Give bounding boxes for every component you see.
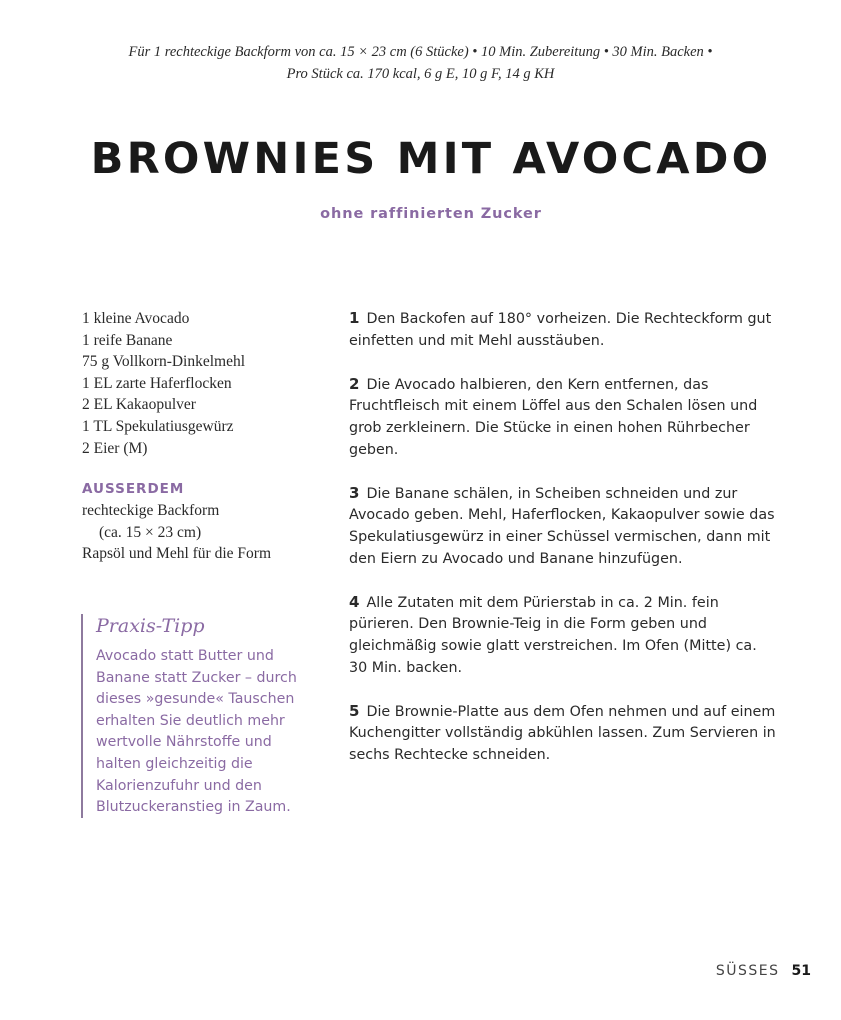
ingredients-list [82, 308, 322, 565]
recipe-meta-line2: Pro Stück ca. 170 kcal, 6 g E, 10 g F, 14 g KH [286, 66, 555, 82]
step-number: 3 [349, 483, 360, 502]
step-number: 5 [349, 701, 360, 720]
ingredient-item: 2 EL Kakaopulver [82, 396, 196, 414]
step-text: Die Banane schälen, in Scheiben schneiden und zur Avocado geben. Mehl, Haferflocken, Kakaopulver sowie das Spekulatiusgewürz in einer Schüssel vermischen, dann mit den Eiern zu Avocado und Banane hinzufügen. [349, 485, 775, 567]
step-text: Den Backofen auf 180° vorheizen. Die Rechteckform gut einfetten und mit Mehl ausstäuben. [349, 311, 772, 349]
step-number: 1 [349, 309, 360, 327]
ingredient-item: 1 kleine Avocado [82, 310, 190, 327]
step [349, 374, 779, 461]
step [349, 308, 779, 352]
tip-title: Praxis-Tipp [96, 615, 205, 637]
recipe-meta [0, 41, 841, 85]
extra-item: Rapsöl und Mehl für die Form [82, 545, 271, 563]
ingredient-item: 1 EL zarte Haferflocken [82, 374, 232, 392]
step-text: Alle Zutaten mit dem Pürierstab in ca. 2 Min. fein pürieren. Den Brownie-Teig in die Form geben und gleichmäßig sowie glatt verstreichen. Im Ofen (Mitte) ca. 30 Min. backen. [349, 594, 757, 676]
recipe-subtitle: ohne raffinierten Zucker [320, 206, 542, 222]
extra-item: (ca. 15 × 23 cm) [99, 523, 202, 541]
ingredient-item: 1 TL Spekulatiusgewürz [82, 417, 234, 435]
step-number: 4 [349, 592, 360, 611]
section-label: SÜSSES [715, 963, 780, 979]
step-text: Die Brownie-Platte aus dem Ofen nehmen und auf einem Kuchengitter vollständig abkühlen lassen. Zum Servieren in sechs Rechtecke schneiden. [349, 703, 776, 763]
praxis-tip-box [81, 614, 311, 818]
step [349, 701, 779, 767]
page-footer [716, 963, 811, 979]
step [349, 592, 779, 679]
recipe-title: BROWNIES MIT AVOCADO [90, 134, 772, 184]
step-text: Die Avocado halbieren, den Kern entfernen, das Fruchtfleisch mit einem Löffel aus den Schalen lösen und grob zerkleinern. Die Stücke in einen hohen Rührbecher geben. [349, 376, 758, 458]
recipe-meta-line1: Für 1 rechteckige Backform von ca. 15 × 23 cm (6 Stücke) • 10 Min. Zubereitung • 30 Min. Backen • [128, 44, 713, 60]
tip-body: Avocado statt Butter und Banane statt Zucker – durch dieses »gesunde« Tauschen erhalten Sie deutlich mehr wertvolle Nährstoffe und halten gleichzeitig die Kalorienzufuhr und den Blutzuckeranstieg in Zaum. [96, 648, 297, 816]
step [349, 483, 779, 570]
extra-heading: AUSSERDEM [82, 481, 185, 498]
page-number: 51 [791, 963, 811, 979]
ingredient-item: 1 reife Banane [82, 331, 173, 349]
extra-item: rechteckige Backform [82, 502, 220, 520]
step-number: 2 [349, 374, 360, 393]
instructions [349, 308, 779, 788]
ingredient-item: 2 Eier (M) [82, 439, 148, 457]
ingredient-item: 75 g Vollkorn-Dinkelmehl [82, 353, 246, 371]
